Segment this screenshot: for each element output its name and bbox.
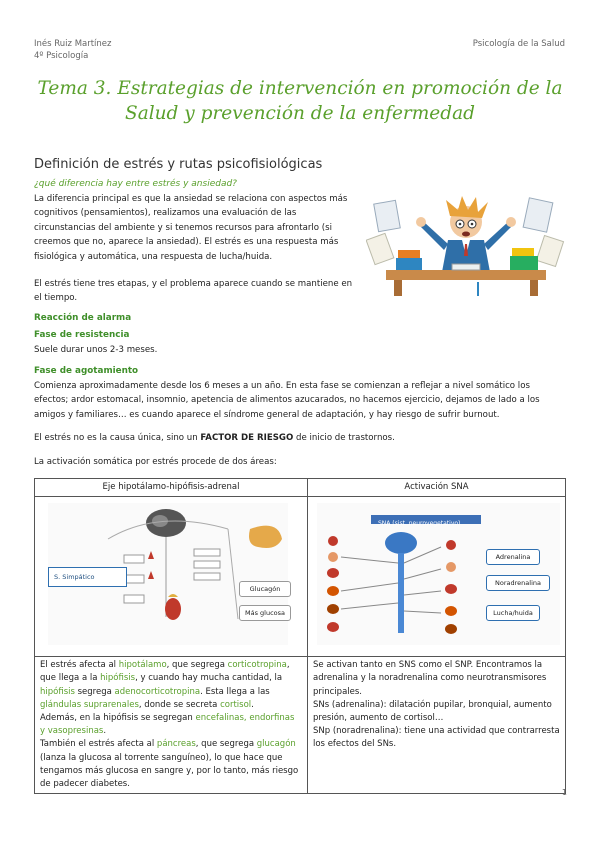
risk-text-after: de inicio de trastornos. bbox=[293, 433, 395, 443]
pituitary-term: hipófisis bbox=[100, 673, 136, 684]
hha-text-2: , que segrega bbox=[166, 660, 228, 671]
hha-text-9: Además, en la hipófisis se segregan bbox=[40, 713, 196, 724]
section-title: Definición de estrés y rutas psicofisiológicas bbox=[34, 157, 323, 172]
question-heading: ¿qué diferencia hay entre estrés y ansiedad? bbox=[34, 179, 237, 189]
hha-text-13: (lanza la glucosa al torrente sanguíneo), lo que hace que tengamos más glucosa en sangre y, por lo tanto, más riesgo de padecer diabetes. bbox=[40, 752, 299, 790]
cortisol-term: cortisol bbox=[220, 699, 252, 710]
noradrenaline-box bbox=[486, 575, 550, 591]
pituitary-term-2: hipófisis bbox=[40, 686, 75, 697]
sna-description bbox=[308, 657, 566, 794]
more-glucose-label: Más glucosa bbox=[244, 609, 285, 618]
intro-paragraph: La diferencia principal es que la ansiedad se relaciona con aspectos más cognitivos (pensamientos), realizamos una evaluación de las circunstancias del ambiente y si tenemos recursos para afrontarlo (si creemos que no, aparece la ansiedad). El estrés es una respuesta más fisiológica y automática, una respuesta de lucha/huida. bbox=[34, 194, 348, 262]
hha-axis-figure bbox=[35, 497, 308, 657]
sna-text-3: SNp (noradrenalina): tiene una actividad que contrarresta los efectos del SNs. bbox=[313, 726, 560, 750]
stage-resistance-heading: Fase de resistencia bbox=[34, 330, 130, 340]
column-header-hha: Eje hipotálamo-hipófisis-adrenal bbox=[35, 479, 308, 497]
activation-paragraph: La activación somática por estrés procede de dos áreas: bbox=[34, 457, 277, 467]
simpatico-box bbox=[48, 567, 127, 587]
hha-text-10: . bbox=[103, 726, 107, 737]
hha-text-4: , y cuando hay mucha cantidad, la bbox=[135, 673, 283, 684]
glucagon-box bbox=[239, 581, 291, 597]
enkephalins-term: encefalinas, endorfinas y vasopresinas bbox=[40, 713, 295, 737]
sna-text-2: SNs (adrenalina): dilatación pupilar, bronquial, aumento presión, aumento de cortisol… bbox=[313, 699, 552, 724]
page-number: 1 bbox=[561, 788, 567, 797]
adrenal-glands-term: glándulas suprarenales bbox=[40, 699, 139, 710]
corticotropin-term: corticotropina bbox=[227, 660, 287, 671]
hypothalamus-term: hipotálamo bbox=[118, 660, 167, 671]
glucagon-label: Glucagón bbox=[249, 585, 281, 594]
author-name: Inés Ruiz Martínez bbox=[34, 39, 112, 49]
acth-term: adenocorticotropina bbox=[114, 686, 201, 697]
simpatico-label: S. Simpático bbox=[54, 573, 95, 582]
resistance-text: Suele durar unos 2-3 meses. bbox=[34, 345, 158, 355]
hha-text-1: El estrés afecta al bbox=[40, 660, 119, 671]
hha-text-8: . bbox=[251, 699, 254, 710]
column-header-sna: Activación SNA bbox=[308, 479, 566, 497]
fight-flight-label: Lucha/huida bbox=[493, 609, 533, 618]
noradrenaline-label: Noradrenalina bbox=[495, 579, 541, 588]
sna-text-1: Se activan tanto en SNS como el SNP. Encontramos la adrenalina y la noradrenalina como neurotransmisores principales. bbox=[313, 660, 547, 697]
fight-flight-box bbox=[486, 605, 540, 621]
risk-text-before: El estrés no es la causa única, sino un bbox=[34, 433, 201, 443]
document-title: Tema 3. Estrategias de intervención en promoción de la Salud y prevención de la enfermedad bbox=[37, 78, 563, 124]
adrenaline-box bbox=[486, 549, 540, 565]
hha-text-12: , que segrega bbox=[195, 739, 257, 750]
stages-paragraph: El estrés tiene tres etapas, y el problema aparece cuando se mantiene en el tiempo. bbox=[34, 279, 353, 304]
stage-exhaustion-heading: Fase de agotamiento bbox=[34, 366, 139, 376]
activation-table bbox=[34, 478, 566, 794]
stage-alarm-heading: Reacción de alarma bbox=[34, 313, 132, 323]
exhaustion-text: Comienza aproximadamente desde los 6 meses a un año. En esta fase se comienzan a reflejar a nivel somático los efectos; ardor estomacal, insomnio, apetencia de alimentos azucarados, no hacemos ejercicio, dejamos de lado a los amigos y familiares… es cuando aparece el síndrome general de adaptación, y hay riesgo de sufrir burnout. bbox=[34, 381, 540, 420]
hha-text-5: segrega bbox=[74, 686, 115, 697]
sna-title-label: SNA (sist. neurovegetativo) bbox=[378, 520, 461, 528]
pancreas-term: páncreas bbox=[156, 739, 196, 750]
more-glucose-box bbox=[239, 605, 291, 621]
stressed-worker-illustration bbox=[366, 192, 566, 298]
hha-text-6: . Esta llega a las bbox=[200, 686, 270, 697]
course-year: 4º Psicología bbox=[34, 51, 89, 61]
glucagon-term: glucagón bbox=[256, 739, 296, 750]
hha-description bbox=[35, 657, 308, 794]
hha-text-3: , que llega a la bbox=[40, 660, 290, 684]
hha-text-11: También el estrés afecta al bbox=[40, 739, 157, 750]
subject-name: Psicología de la Salud bbox=[472, 39, 565, 49]
adrenaline-label: Adrenalina bbox=[495, 553, 531, 562]
risk-factor-paragraph bbox=[34, 431, 566, 445]
risk-factor-bold: FACTOR DE RIESGO bbox=[200, 433, 294, 443]
sna-figure bbox=[308, 497, 566, 657]
hha-text-7: , donde se secreta bbox=[138, 699, 221, 710]
